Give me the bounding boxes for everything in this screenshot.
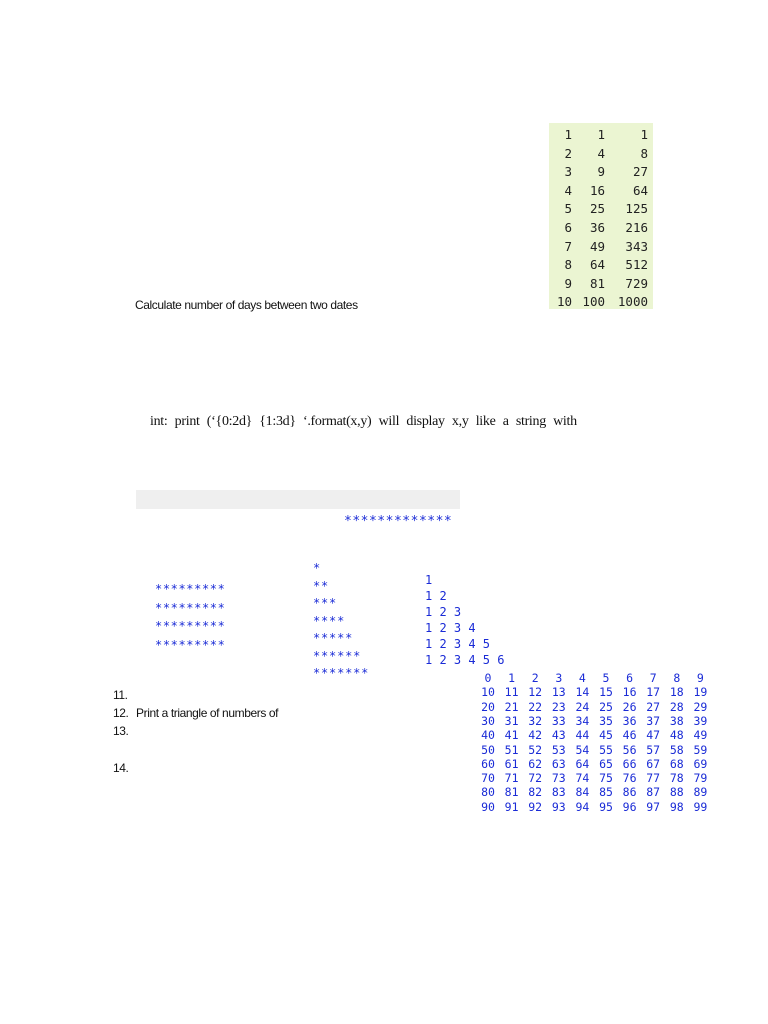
number-grid-row [477, 685, 707, 699]
list-item-11-number: 11. [113, 688, 128, 702]
number-grid-cell: 90 [481, 799, 495, 814]
cubes-table-cell: 1 [640, 127, 648, 142]
number-grid-cell: 34 [575, 713, 590, 728]
cubes-table-cell: 4 [597, 145, 605, 161]
cubes-table-cell: 36 [589, 220, 605, 235]
number-grid-cell: 51 [504, 742, 519, 757]
cubes-table-row [549, 182, 653, 201]
number-grid-cell: 75 [599, 771, 613, 786]
number-grid-cell: 77 [646, 771, 661, 786]
number-grid-cell: 44 [575, 728, 590, 743]
number-grid-cell: 53 [551, 742, 566, 757]
list-item-14-number: 14. [113, 761, 129, 775]
cubes-table-row [549, 200, 653, 219]
number-grid-cell: 58 [669, 742, 684, 757]
number-grid-cell: 65 [599, 756, 613, 771]
number-grid-cell: 97 [646, 799, 661, 814]
number-grid-cell: 59 [693, 742, 708, 757]
cubes-table-row [549, 293, 653, 312]
cubes-table-cell: 9 [597, 164, 605, 180]
star-tri-row: ******* [313, 666, 370, 680]
number-grid-cell: 50 [481, 742, 495, 757]
number-grid-row [477, 757, 707, 771]
number-grid-cell: 55 [599, 742, 613, 757]
star-tri-row: *** [313, 596, 338, 610]
number-grid-cell: 26 [622, 699, 637, 714]
cubes-table-cell: 5 [564, 201, 572, 217]
number-grid-cell: 45 [599, 728, 613, 743]
cubes-table-row [549, 145, 653, 164]
number-grid-cell: 64 [575, 756, 590, 771]
cubes-table-cell: 81 [589, 275, 605, 291]
number-grid-cell: 67 [646, 756, 661, 771]
number-grid-row [477, 714, 707, 728]
cubes-table-cell: 1000 [617, 294, 648, 310]
cubes-table-cell: 125 [625, 201, 648, 217]
number-grid-cell: 84 [575, 785, 590, 800]
cubes-table-row [549, 256, 653, 275]
cubes-table-cell: 64 [589, 257, 605, 273]
cubes-table-cell: 1 [564, 127, 572, 142]
star-tri-row: ** [313, 578, 330, 593]
number-grid-cell: 16 [622, 685, 637, 700]
number-grid-cell: 56 [622, 742, 637, 757]
number-grid-cell: 49 [693, 728, 708, 743]
number-grid-row [477, 771, 707, 785]
number-tri-row: 1 [425, 573, 433, 587]
cubes-table-cell: 25 [589, 201, 605, 217]
number-grid-cell: 68 [669, 756, 684, 771]
number-grid-cell: 72 [528, 771, 543, 786]
number-grid-cell: 86 [622, 785, 637, 800]
cubes-table-cell: 512 [625, 257, 648, 273]
number-tri-row: 1 2 3 4 5 6 [425, 653, 505, 667]
star-rect-row: ********* [155, 637, 226, 652]
number-grid-cell: 81 [504, 785, 519, 800]
cubes-table-cell: 8 [564, 257, 572, 273]
cubes-table-cell: 49 [589, 238, 605, 254]
number-grid-cell: 79 [693, 771, 708, 786]
number-grid-cell: 1 [508, 671, 516, 685]
number-grid-cell: 74 [575, 771, 590, 786]
days-between-dates-text: Calculate number of days between two dates [135, 298, 358, 312]
number-grid-cell: 48 [669, 728, 684, 743]
number-grid-cell: 40 [481, 728, 495, 743]
number-grid-cell: 63 [551, 756, 566, 771]
cubes-table-cell: 6 [564, 220, 572, 235]
number-grid-cell: 12 [528, 685, 543, 700]
number-grid-cell: 46 [622, 728, 637, 743]
number-grid-cell: 62 [528, 756, 543, 771]
cubes-table-row [549, 275, 653, 294]
highlight-bar [136, 490, 460, 509]
number-grid-cell: 36 [622, 713, 637, 728]
cubes-table-cell: 100 [582, 294, 605, 310]
number-grid-cell: 94 [575, 799, 590, 814]
number-grid-cell: 91 [504, 799, 519, 814]
number-tri-row: 1 2 3 [425, 605, 462, 619]
cubes-table-cell: 343 [625, 238, 648, 254]
number-grid-cell: 85 [599, 785, 613, 800]
number-grid-cell: 23 [551, 699, 566, 714]
cubes-table-cell: 7 [564, 238, 572, 254]
number-grid-cell: 83 [551, 785, 566, 800]
cubes-table-cell: 16 [589, 182, 605, 198]
number-grid-cell: 39 [693, 713, 708, 728]
number-tri-row: 1 2 [425, 589, 447, 603]
list-item-13-number: 13. [113, 724, 129, 738]
number-grid-cell: 29 [693, 699, 708, 714]
number-grid-cell: 96 [622, 799, 637, 814]
cubes-table-cell: 10 [556, 294, 572, 310]
number-grid-row [477, 700, 707, 714]
cubes-table-cell: 2 [564, 145, 572, 161]
number-grid-cell: 14 [575, 685, 590, 700]
number-grid-cell: 38 [669, 713, 684, 728]
number-grid-cell: 19 [693, 685, 708, 700]
star-rect-row: ********* [155, 600, 226, 615]
star-tri-row: **** [313, 613, 346, 628]
star-rect-row: ********* [155, 619, 226, 633]
number-grid-row [477, 743, 707, 757]
format-hint-text: int: print (‘{0:2d} {1:3d} ‘.format(x,y) will display x,y like a string with [150, 414, 577, 429]
number-grid-cell: 87 [646, 785, 661, 800]
cubes-table-cell: 729 [625, 275, 648, 291]
number-grid-cell: 70 [481, 771, 495, 786]
star-tri-row: * [313, 561, 322, 575]
cubes-table-cell: 8 [640, 145, 648, 161]
number-grid-cell: 95 [599, 799, 613, 814]
number-grid-cell: 54 [575, 742, 590, 757]
number-grid-row [477, 785, 707, 799]
number-grid-cell: 73 [551, 771, 566, 786]
cubes-table-row [549, 219, 653, 238]
number-grid-cell: 22 [528, 699, 543, 714]
number-grid-cell: 25 [599, 699, 613, 714]
cubes-table-cell: 9 [564, 275, 572, 291]
number-grid-cell: 9 [696, 671, 704, 685]
number-grid-cell: 32 [528, 713, 543, 728]
list-item-12-text: Print a triangle of numbers of [136, 706, 279, 720]
number-tri-row: 1 2 3 4 5 [425, 637, 491, 651]
cubes-table-row [549, 238, 653, 257]
number-grid-cell: 99 [693, 799, 708, 814]
list-item-12-number: 12. [113, 706, 129, 720]
number-grid-cell: 27 [646, 699, 661, 714]
cubes-table-cell: 1 [597, 127, 605, 142]
star-tri-row: ****** [313, 648, 362, 663]
number-grid-cell: 28 [669, 699, 684, 714]
cubes-table-cell: 216 [625, 220, 648, 235]
number-grid-cell: 8 [673, 671, 681, 685]
cubes-table-row [549, 126, 653, 145]
number-grid-cell: 0 [484, 671, 492, 685]
number-grid-cell: 60 [481, 756, 495, 771]
number-grid-cell: 89 [693, 785, 708, 800]
number-grid-cell: 42 [528, 728, 543, 743]
cubes-table-cell: 3 [564, 164, 572, 180]
cubes-table-row [549, 163, 653, 182]
number-grid-cell: 30 [481, 713, 495, 728]
star-rect-row: ********* [155, 582, 226, 596]
cubes-table-cell: 64 [632, 182, 648, 198]
number-grid-cell: 15 [599, 685, 613, 700]
number-grid-cell: 24 [575, 699, 590, 714]
number-grid-cell: 82 [528, 785, 543, 800]
number-grid-cell: 88 [669, 785, 684, 800]
number-grid-cell: 47 [646, 728, 661, 743]
number-grid-cell: 21 [504, 699, 519, 714]
cubes-table-cell: 4 [564, 182, 572, 198]
number-grid-cell: 2 [531, 671, 539, 685]
number-grid-cell: 66 [622, 756, 637, 771]
number-grid-cell: 6 [626, 671, 634, 685]
number-grid-cell: 3 [555, 671, 563, 685]
number-grid-cell: 5 [602, 671, 610, 685]
number-grid-cell: 35 [599, 713, 613, 728]
number-grid-output [477, 671, 707, 816]
number-grid-cell: 18 [669, 685, 684, 700]
number-grid-cell: 43 [551, 728, 566, 743]
number-grid-cell: 17 [646, 685, 661, 700]
star-tri-row: ***** [313, 631, 354, 645]
number-triangle-output [425, 572, 535, 672]
star-line-output: ************* [344, 514, 453, 529]
number-grid-cell: 76 [622, 771, 637, 786]
number-grid-cell: 98 [669, 799, 684, 814]
number-grid-cell: 80 [481, 785, 495, 800]
number-grid-cell: 11 [504, 685, 519, 700]
number-grid-cell: 52 [528, 742, 543, 757]
star-triangle-output [313, 560, 403, 680]
number-grid-cell: 7 [649, 671, 657, 685]
number-grid-row [477, 671, 707, 685]
number-grid-row [477, 800, 707, 814]
number-grid-cell: 92 [528, 799, 543, 814]
number-grid-cell: 41 [504, 728, 519, 743]
number-grid-cell: 13 [551, 685, 566, 700]
number-tri-row: 1 2 3 4 [425, 621, 476, 635]
number-grid-cell: 10 [481, 685, 495, 700]
number-grid-cell: 93 [551, 799, 566, 814]
number-grid-cell: 20 [481, 699, 495, 714]
number-grid-cell: 31 [504, 713, 519, 728]
number-grid-cell: 71 [504, 771, 519, 786]
number-grid-cell: 37 [646, 713, 661, 728]
cubes-table-cell: 27 [632, 164, 648, 180]
star-rectangle-output [155, 580, 225, 654]
number-grid-cell: 57 [646, 742, 661, 757]
number-grid-cell: 69 [693, 756, 708, 771]
number-grid-row [477, 728, 707, 742]
cubes-table [549, 123, 653, 309]
number-grid-cell: 61 [504, 756, 519, 771]
number-grid-cell: 4 [578, 671, 586, 685]
number-grid-cell: 33 [551, 713, 566, 728]
number-grid-cell: 78 [669, 771, 684, 786]
